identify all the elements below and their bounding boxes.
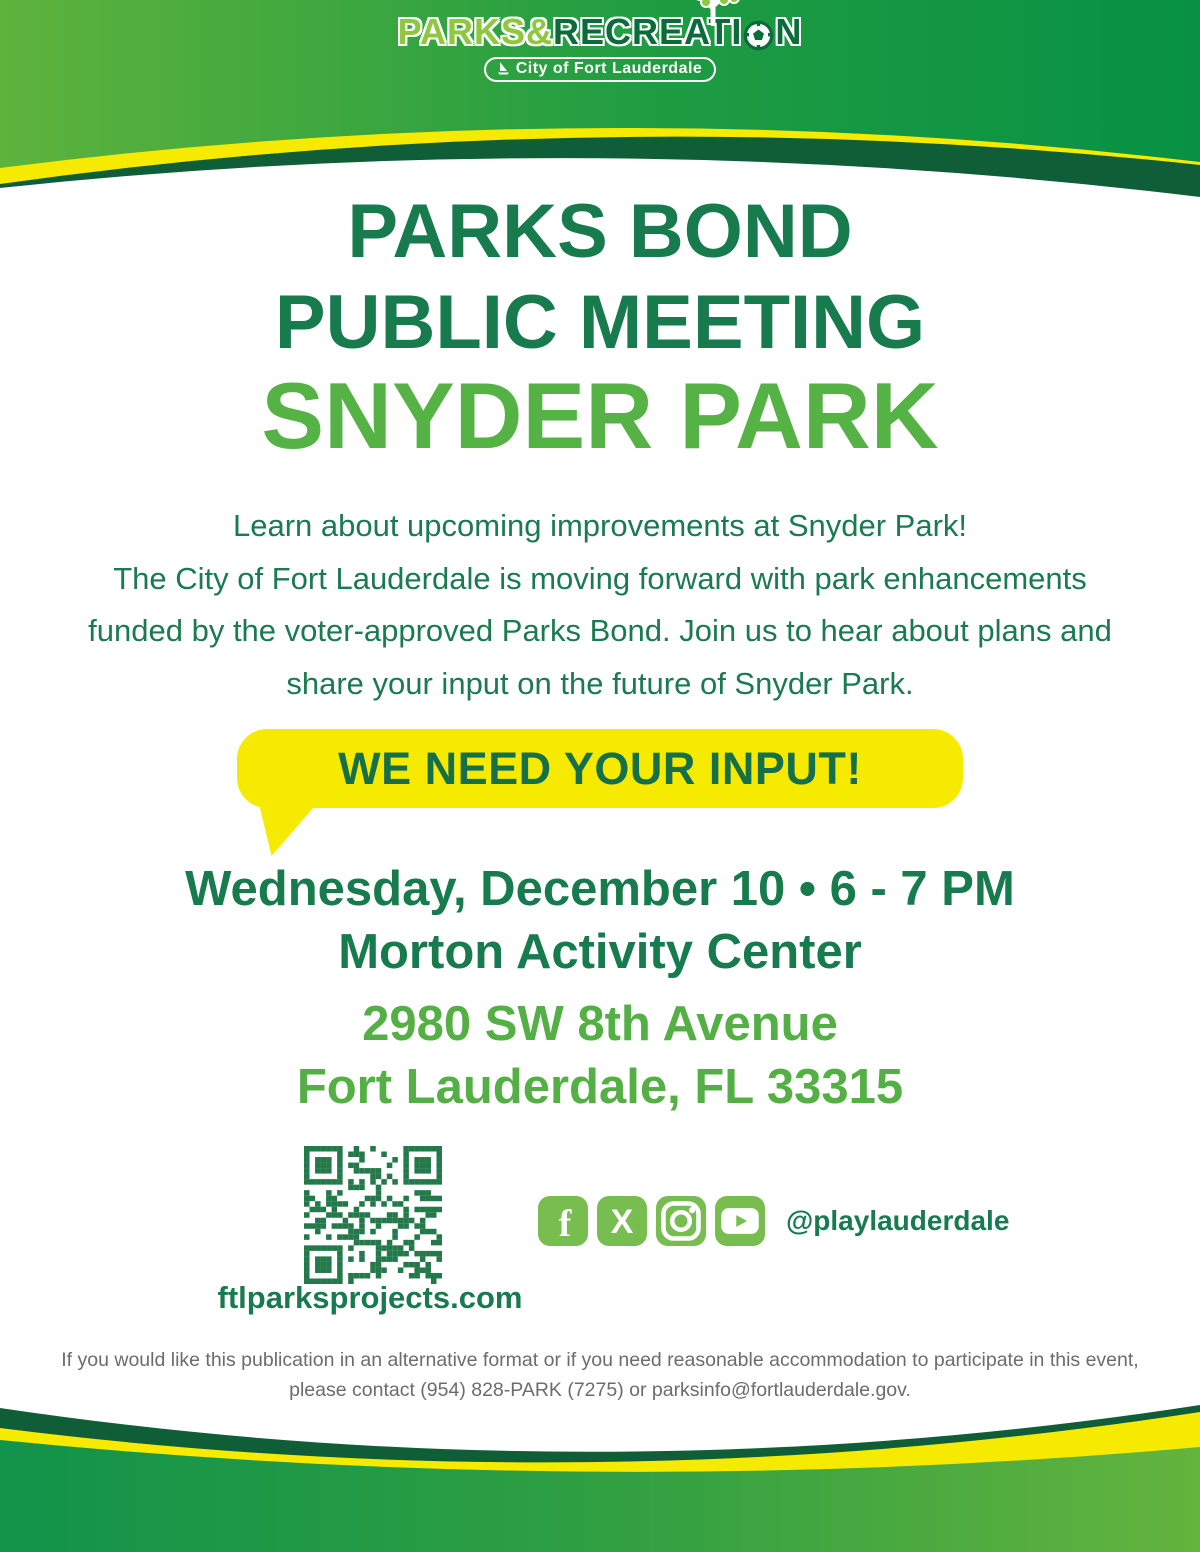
youtube-icon[interactable]: [715, 1196, 765, 1246]
accessibility-footer: [0, 1346, 1200, 1405]
website-link[interactable]: ftlparksprojects.com: [217, 1280, 523, 1315]
bottom-swoosh-banner: [0, 1400, 1200, 1552]
logo-recreation-text: RECREATI: [553, 11, 743, 52]
event-venue: Morton Activity Center: [338, 925, 862, 979]
event-datetime: Wednesday, December 10 • 6 - 7 PM: [185, 862, 1015, 916]
city-tagline-text: City of Fort Lauderdale: [515, 60, 703, 77]
soccer-ball-icon: [743, 19, 774, 50]
park-name-title: SNYDER PARK: [261, 363, 939, 468]
intro-line-1: Learn about upcoming improvements at Snyder Park!: [232, 508, 968, 543]
callout-text: WE NEED YOUR INPUT!: [338, 743, 862, 794]
intro-line-3: funded by the voter-approved Parks Bond. Join us to hear about plans and: [88, 613, 1112, 648]
footer-line-1: If you would like this publication in an alternative format or if you need reasonable accommodation to participate in this event,: [61, 1349, 1139, 1371]
speech-bubble-tail: [258, 800, 320, 856]
event-address: [0, 993, 1200, 1119]
intro-line-4: share your input on the future of Snyder Park.: [286, 665, 914, 701]
address-street: 2980 SW 8th Avenue: [362, 997, 838, 1051]
instagram-icon[interactable]: [656, 1196, 706, 1246]
logo-wordmark: [398, 12, 803, 52]
social-handle[interactable]: @playlauderdale: [786, 1205, 1010, 1236]
social-media-row: [538, 1196, 1009, 1246]
svg-text:f: f: [558, 1203, 572, 1245]
main-title: [0, 186, 1200, 368]
qr-code: [304, 1146, 442, 1284]
logo-parks-text: PARKS&: [397, 11, 553, 52]
svg-text:X: X: [610, 1203, 634, 1241]
x-icon[interactable]: [597, 1196, 647, 1246]
facebook-icon[interactable]: [538, 1196, 588, 1246]
address-city: Fort Lauderdale, FL 33315: [296, 1060, 904, 1114]
title-line-1: PARKS BOND: [347, 189, 853, 274]
intro-paragraph: [0, 500, 1200, 710]
logo-recreation-text-end: N: [775, 11, 803, 52]
parks-recreation-logo: [0, 12, 1200, 82]
speech-bubble: [237, 729, 963, 808]
city-tagline-pill: [484, 57, 717, 82]
intro-line-2: The City of Fort Lauderdale is moving forward with park enhancements: [113, 560, 1087, 596]
footer-line-2: please contact (954) 828-PARK (7275) or parksinfo@fortlauderdale.gov.: [289, 1378, 911, 1401]
tree-icon: [684, 0, 744, 26]
sailboat-icon: [496, 60, 511, 75]
title-line-2: PUBLIC MEETING: [274, 280, 926, 365]
event-details: [0, 858, 1200, 984]
